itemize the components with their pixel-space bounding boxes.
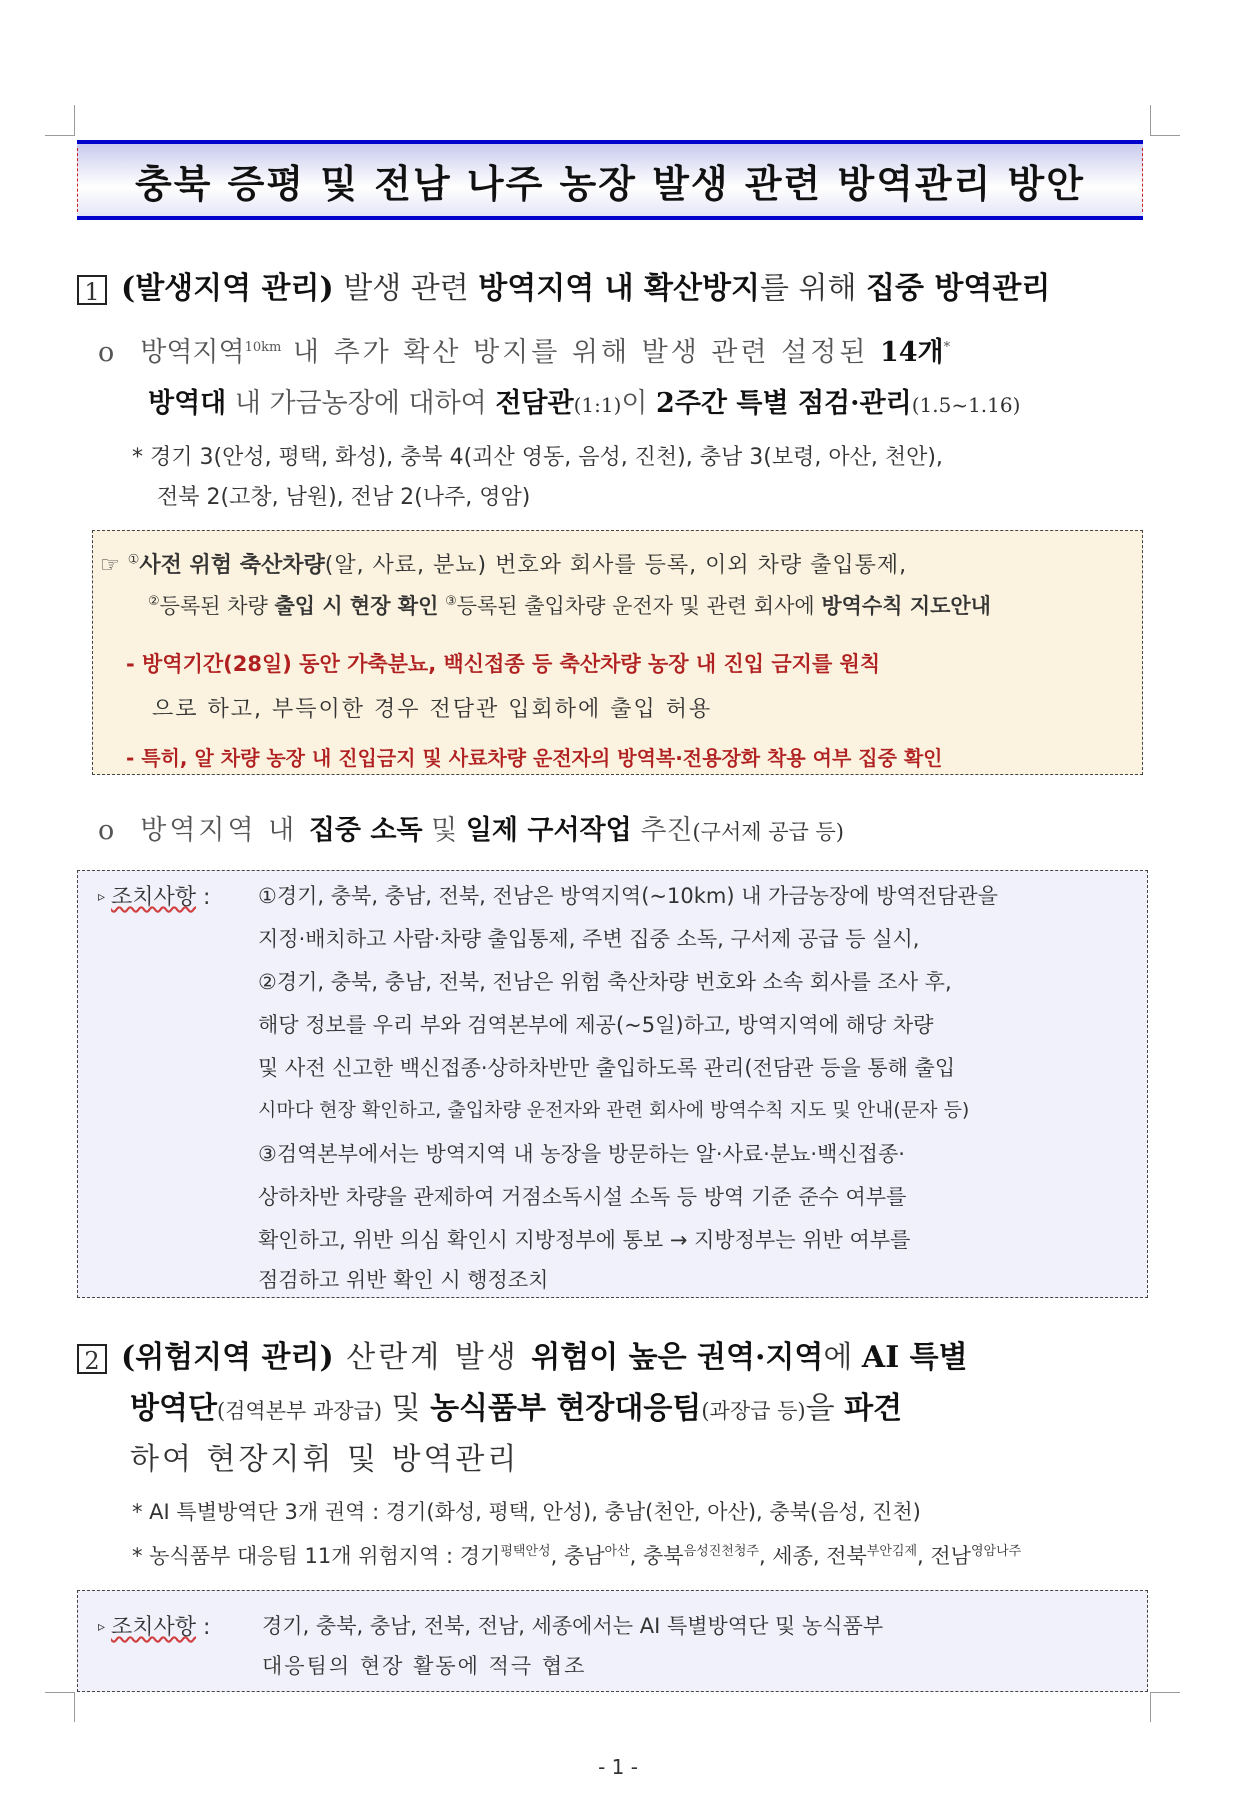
bullet-text: 이 bbox=[621, 388, 657, 419]
circled-number: ① bbox=[127, 552, 140, 568]
heading-text: 산란계 발생 bbox=[333, 1340, 532, 1375]
superscript: 아산 bbox=[604, 1544, 630, 1559]
crop-mark bbox=[1150, 105, 1151, 135]
footnote-text: , 전남 bbox=[917, 1544, 971, 1568]
bullet-emphasis: 전담관 bbox=[495, 388, 574, 419]
key-point-emphasis: 사전 위험 축산차량 bbox=[139, 553, 325, 578]
bullet-emphasis: 2주간 특별 점검·관리 bbox=[656, 388, 912, 419]
heading-text: 에 bbox=[823, 1340, 862, 1375]
bullet-1-line-2 bbox=[148, 381, 1020, 420]
triangle-bullet-icon: ▹ bbox=[98, 1619, 106, 1635]
bullet-text: 내 추가 확산 방지를 위해 발생 관련 설정된 bbox=[281, 337, 880, 368]
heading-text: 를 위해 bbox=[759, 271, 866, 306]
circled-number: ③ bbox=[445, 594, 457, 609]
crop-mark bbox=[45, 1692, 75, 1693]
superscript: 10km bbox=[244, 340, 282, 355]
action-box-2 bbox=[77, 1590, 1148, 1692]
action-line: 및 사전 신고한 백신접종·상하차반만 출입하도록 관리(전담관 등을 통해 출입 bbox=[258, 1056, 956, 1080]
bullet-emphasis: 방역대 bbox=[148, 388, 227, 419]
section-1-heading bbox=[77, 263, 1050, 307]
key-point-text: 등록된 차량 bbox=[159, 594, 275, 618]
bullet-text: 방역지역 bbox=[140, 337, 245, 368]
key-point-detail-1a: - 방역기간(28일) 동안 가축분뇨, 백신접종 등 축산차량 농장 내 진입 금지를 원칙 bbox=[126, 652, 881, 676]
action-line: 해당 정보를 우리 부와 검역본부에 제공(~5일)하고, 방역지역에 해당 차량 bbox=[258, 1013, 934, 1037]
section-2-heading-line-2 bbox=[130, 1383, 902, 1427]
action-line: 경기, 충북, 충남, 전북, 전남, 세종에서는 AI 특별방역단 및 농식품부 bbox=[262, 1614, 884, 1638]
crop-mark bbox=[74, 105, 75, 135]
heading-emphasis: 파견 bbox=[844, 1391, 903, 1426]
footnote-text: , 충북 bbox=[629, 1544, 684, 1568]
action-line: ③검역본부에서는 방역지역 내 농장을 방문하는 알·사료·분뇨·백신접종· bbox=[258, 1142, 905, 1166]
bullet-marker: o bbox=[98, 815, 115, 846]
title-banner bbox=[77, 140, 1143, 220]
bullet-emphasis: 집중 소독 bbox=[308, 815, 423, 846]
crop-mark bbox=[1150, 135, 1180, 136]
heading-text: 발생 관련 bbox=[333, 271, 479, 306]
heading-emphasis: 농식품부 현장대응팀 bbox=[430, 1391, 702, 1426]
key-point-detail-2: - 특히, 알 차량 농장 내 진입금지 및 사료차량 운전자의 방역복·전용장화 착용 여부 집중 확인 bbox=[126, 746, 943, 770]
key-point-text: (알, 사료, 분뇨) 번호와 회사를 등록, 이외 차량 출입통제, bbox=[324, 553, 908, 578]
section-number: 1 bbox=[77, 275, 107, 305]
colon: : bbox=[203, 885, 211, 910]
superscript: 부안김제 bbox=[866, 1544, 918, 1559]
triangle-bullet-icon: ▹ bbox=[98, 889, 106, 905]
action-line: 지정·배치하고 사람·차량 출입통제, 주변 집중 소독, 구서제 공급 등 실시, bbox=[258, 927, 920, 951]
crop-mark bbox=[45, 135, 75, 136]
key-point-line-1 bbox=[100, 548, 907, 579]
footnote-text: , 세종, 전북 bbox=[758, 1544, 867, 1568]
action-line: 점검하고 위반 확인 시 행정조치 bbox=[258, 1268, 549, 1292]
action-label-text: 조치사항 bbox=[111, 1615, 197, 1640]
action-line: ②경기, 충북, 충남, 전북, 전남은 위험 축산차량 번호와 소속 회사를 조사 후, bbox=[258, 970, 952, 994]
footnote bbox=[132, 1540, 1021, 1570]
section-2-heading-line-3: 하여 현장지휘 및 방역관리 bbox=[130, 1442, 520, 1477]
superscript: 영암나주 bbox=[970, 1544, 1022, 1559]
footnote: * 경기 3(안성, 평택, 화성), 충북 4(괴산 영동, 음성, 진천), 충남 3(보령, 아산, 천안), bbox=[132, 445, 943, 470]
bullet-text: 방역지역 내 bbox=[140, 815, 309, 846]
heading-emphasis: 위험이 높은 권역·지역 bbox=[531, 1340, 824, 1375]
superscript: 음성진천청주 bbox=[683, 1544, 759, 1559]
key-point-text: 등록된 출입차량 운전자 및 관련 회사에 bbox=[456, 594, 822, 618]
action-label-text: 조치사항 bbox=[111, 885, 197, 910]
heading-text: 및 bbox=[382, 1391, 431, 1426]
bullet-emphasis: 일제 구서작업 bbox=[465, 815, 632, 846]
bullet-text: (구서제 공급 등) bbox=[692, 820, 844, 844]
bullet-text: 및 bbox=[422, 815, 466, 846]
heading-emphasis: 집중 방역관리 bbox=[865, 271, 1051, 306]
action-line: 상하차반 차량을 관제하여 거점소독시설 소독 등 방역 기준 준수 여부를 bbox=[258, 1185, 907, 1209]
colon: : bbox=[203, 1615, 211, 1640]
footnote: 전북 2(고창, 남원), 전남 2(나주, 영암) bbox=[157, 485, 531, 510]
bullet-text: (1.5~1.16) bbox=[911, 393, 1021, 417]
heading-text: 을 bbox=[805, 1391, 845, 1426]
key-point-line-2 bbox=[148, 590, 991, 620]
action-line: 확인하고, 위반 의심 확인시 지방정부에 통보 → 지방정부는 위반 여부를 bbox=[258, 1228, 911, 1252]
superscript: 평택안성 bbox=[500, 1544, 551, 1559]
heading-text: (과장급 등) bbox=[701, 1399, 806, 1423]
heading-emphasis: 방역지역 내 확산방지 bbox=[478, 271, 760, 306]
bullet-emphasis: 14개 bbox=[879, 337, 944, 368]
circled-number: ② bbox=[148, 594, 160, 609]
heading-topic: (발생지역 관리) bbox=[121, 271, 334, 306]
pointing-hand-icon: ☞ bbox=[100, 553, 120, 578]
key-point-detail-1b: 으로 하고, 부득이한 경우 전담관 입회하에 출입 허용 bbox=[152, 697, 713, 722]
footnote-text: , 충남 bbox=[550, 1544, 605, 1568]
heading-topic: (위험지역 관리) bbox=[121, 1340, 334, 1375]
action-line: 시마다 현장 확인하고, 출입차량 운전자와 관련 회사에 방역수칙 지도 및 안내(문자 등) bbox=[258, 1099, 970, 1121]
action-line: 대응팀의 현장 활동에 적극 협조 bbox=[262, 1654, 587, 1678]
crop-mark bbox=[1150, 1692, 1151, 1722]
key-point-emphasis: 출입 시 현장 확인 bbox=[274, 594, 439, 618]
bullet-text: 내 가금농장에 대하여 bbox=[226, 388, 496, 419]
heading-emphasis: AI 특별 bbox=[861, 1340, 968, 1375]
key-point-emphasis: 방역수칙 지도안내 bbox=[821, 594, 991, 618]
action-label bbox=[98, 880, 210, 911]
action-line: ①경기, 충북, 충남, 전북, 전남은 방역지역(~10km) 내 가금농장에 방역전담관을 bbox=[258, 884, 998, 908]
crop-mark bbox=[1150, 1692, 1180, 1693]
bullet-text: (1:1) bbox=[573, 393, 622, 417]
page-title: 충북 증평 및 전남 나주 농장 발생 관련 방역관리 방안 bbox=[135, 161, 1085, 206]
bullet-1-line-1 bbox=[98, 330, 950, 369]
section-2-heading-line-1 bbox=[77, 1332, 968, 1376]
heading-text: (검역본부 과장급) bbox=[216, 1399, 383, 1423]
bullet-text: 추진 bbox=[631, 815, 693, 846]
footnote: * AI 특별방역단 3개 권역 : 경기(화성, 평택, 안성), 충남(천안, 아산), 충북(음성, 진천) bbox=[132, 1500, 921, 1524]
page-number: - 1 - bbox=[598, 1755, 638, 1779]
crop-mark bbox=[74, 1692, 75, 1722]
superscript: * bbox=[943, 340, 951, 355]
footnote-text: * 농식품부 대응팀 11개 위험지역 : 경기 bbox=[132, 1544, 501, 1568]
heading-emphasis: 방역단 bbox=[130, 1391, 217, 1426]
bullet-2 bbox=[98, 808, 844, 847]
action-label bbox=[98, 1610, 210, 1641]
bullet-marker: o bbox=[98, 337, 115, 368]
section-number: 2 bbox=[77, 1344, 107, 1374]
